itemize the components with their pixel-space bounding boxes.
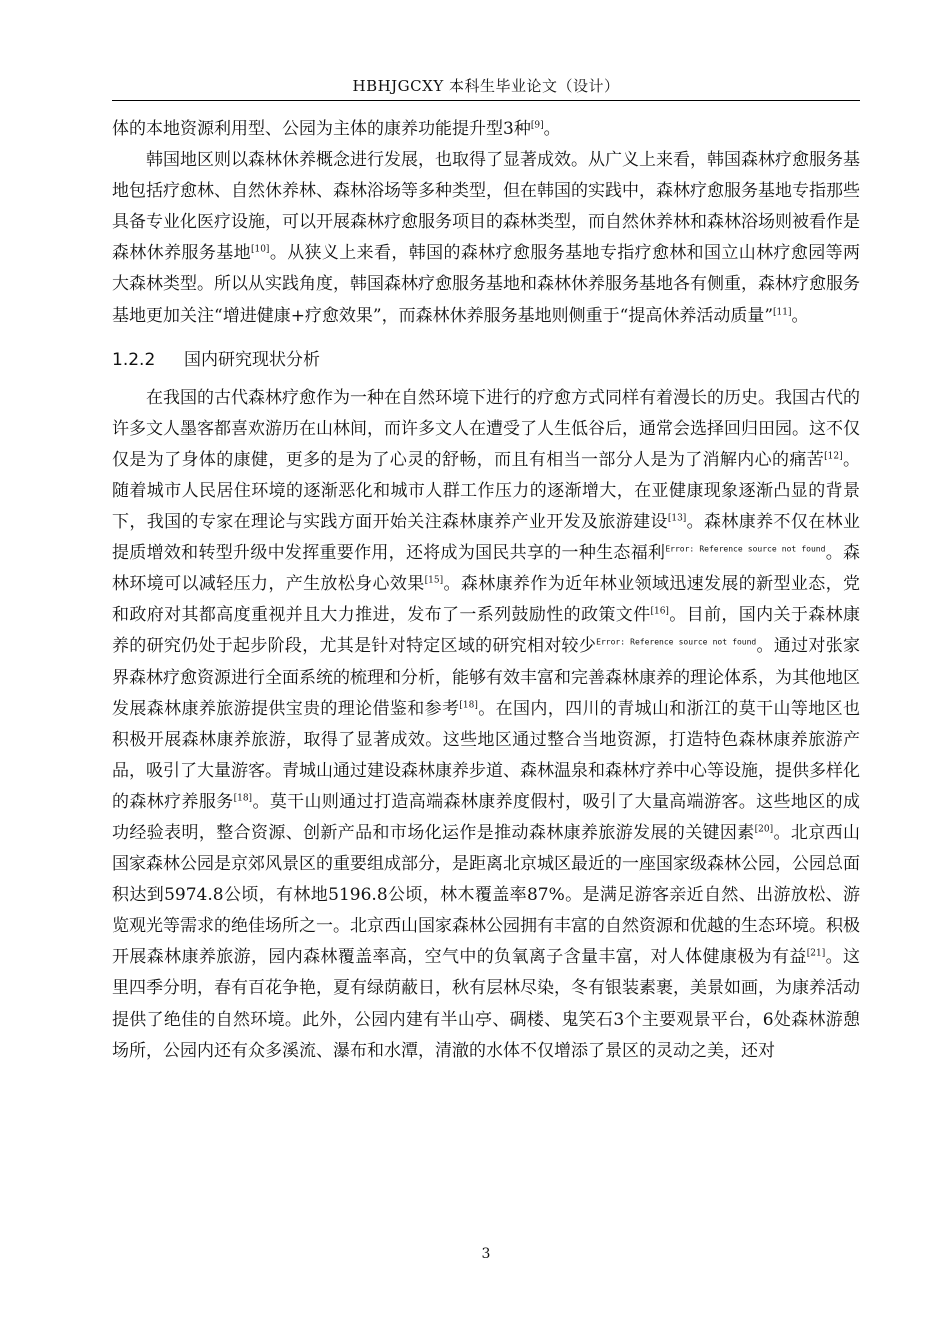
text-run: 体的本地资源利用型、公园为主体的康养功能提升型3种 [112, 119, 531, 139]
reference-error: Error: Reference source not found [596, 637, 757, 647]
citation-ref: [15] [424, 575, 444, 586]
text-run: 。通过对张家界森林疗愈资源进行全面系统的梳理和分析，能够有效丰富和完善森林康养的理论体系，为其他地区发展森林康养旅游提供宝贵的理论借鉴和参考 [112, 636, 860, 719]
citation-ref: [18] [233, 793, 253, 804]
text-run: 在我国的古代森林疗愈作为一种在自然环境下进行的疗愈方式同样有着漫长的历史。我国古代的许多文人墨客都喜欢游历在山林间，而许多文人在遭受了人生低谷后，通常会选择回归田园。这不仅仅是为了身体的康健，更多的是为了心灵的舒畅，而且有相当一部分人是为了消解内心的痛苦 [112, 387, 860, 470]
header-rule [112, 100, 860, 101]
text-run: 。这里四季分明，春有百花争艳，夏有绿荫蔽日，秋有层林尽染，冬有银装素裹，美景如画，为康养活动提供了绝佳的自然环境。此外，公园内建有半山亭、碉楼、鬼笑石3个主要观景平台，6处森林游憩场所，公园内还有众多溪流、瀑布和水潭，清澈的水体不仅增添了景区的灵动之美，还对 [112, 947, 861, 1061]
citation-ref: [10] [250, 244, 270, 255]
text-run: 。随着城市人民居住环境的逐渐恶化和城市人群工作压力的逐渐增大，在亚健康现象逐渐凸显的背景下，我国的专家在理论与实践方面开始关注森林康养产业开发及旅游建设 [112, 449, 861, 533]
text-run: 韩国地区则以森林休养概念进行发展，也取得了显著成效。从广义上来看，韩国森林疗愈服务基地包括疗愈林、自然休养林、森林浴场等多种类型，但在韩国的实践中，森林疗愈服务基地专指那些具备专业化医疗设施，可以开展森林疗愈服务项目的森林类型，而自然休养林和森林浴场则被看作是森林休养服务基地 [112, 150, 860, 264]
text-run: 。森林康养不仅在林业提质增效和转型升级中发挥重要作用，还将成为国民共享的一种生态福利 [112, 512, 861, 564]
section-number: 1.2.2 [112, 349, 156, 370]
citation-ref: [20] [754, 824, 774, 835]
text-run: 。北京西山国家森林公园是京郊风景区的重要组成部分，是距离北京城区最近的一座国家级森林公园，公园总面积达到5974.8公顷，有林地5196.8公顷，林木覆盖率87%。是满足游客亲近自然、出游放松、游览观光等需求的绝佳场所之一。北京西山国家森林公园拥有丰富的自然资源和优越的生态环境。积极开展森林康养旅游，园内森林覆盖率高，空气中的负氧离子含量丰富，对人体健康极为有益 [112, 822, 861, 968]
text-run: 。 [543, 119, 561, 139]
citation-ref: [21] [806, 948, 826, 959]
citation-ref: [12] [824, 451, 843, 462]
paragraph-domestic-research [112, 383, 860, 1067]
text-run: 。莫干山则通过打造高端森林康养度假村，吸引了大量高端游客。这些地区的成功经验表明，整合资源、创新产品和市场化运作是推动森林康养旅游发展的关键因素 [112, 791, 861, 843]
citation-ref: [9] [530, 120, 544, 131]
section-title: 国内研究现状分析 [184, 349, 320, 370]
paragraph-korea [112, 145, 860, 332]
page-number: 3 [481, 1246, 491, 1262]
text-run: 。在国内，四川的青城山和浙江的莫干山等地区也积极开展森林康养旅游，取得了显著成效。这些地区通过整合当地资源，打造特色森林康养旅游产品，吸引了大量游客。青城山通过建设森林康养步道、森林温泉和森林疗养中心等设施，提供多样化的森林疗养服务 [112, 698, 861, 812]
citation-ref: [11] [773, 306, 792, 317]
text-run: 。森林环境可以减轻压力，产生放松身心效果 [112, 543, 861, 595]
reference-error: Error: Reference source not found [665, 544, 826, 554]
page-body [112, 114, 860, 1067]
text-run: 。目前，国内关于森林康养的研究仍处于起步阶段，尤其是针对特定区域的研究相对较少 [112, 605, 861, 657]
citation-ref: [13] [667, 513, 687, 524]
running-header: HBHJGCXY 本科生毕业论文（设计） [352, 77, 620, 95]
citation-ref: [16] [650, 606, 669, 617]
text-run: 。 [791, 305, 809, 326]
section-heading [112, 346, 860, 374]
text-run: 。森林康养作为近年林业领域迅速发展的新型业态，党和政府对其都高度重视并且大力推进，发布了一系列鼓励性的政策文件 [112, 574, 861, 626]
text-run: 。从狭义上来看，韩国的森林疗愈服务基地专指疗愈林和国立山林疗愈园等两大森林类型。所以从实践角度，韩国森林疗愈服务基地和森林休养服务基地各有侧重，森林疗愈服务基地更加关注“增进健康+疗愈效果”，而森林休养服务基地则侧重于“提高休养活动质量” [112, 243, 861, 326]
citation-ref: [18] [459, 699, 478, 710]
paragraph-continuation [112, 114, 860, 145]
